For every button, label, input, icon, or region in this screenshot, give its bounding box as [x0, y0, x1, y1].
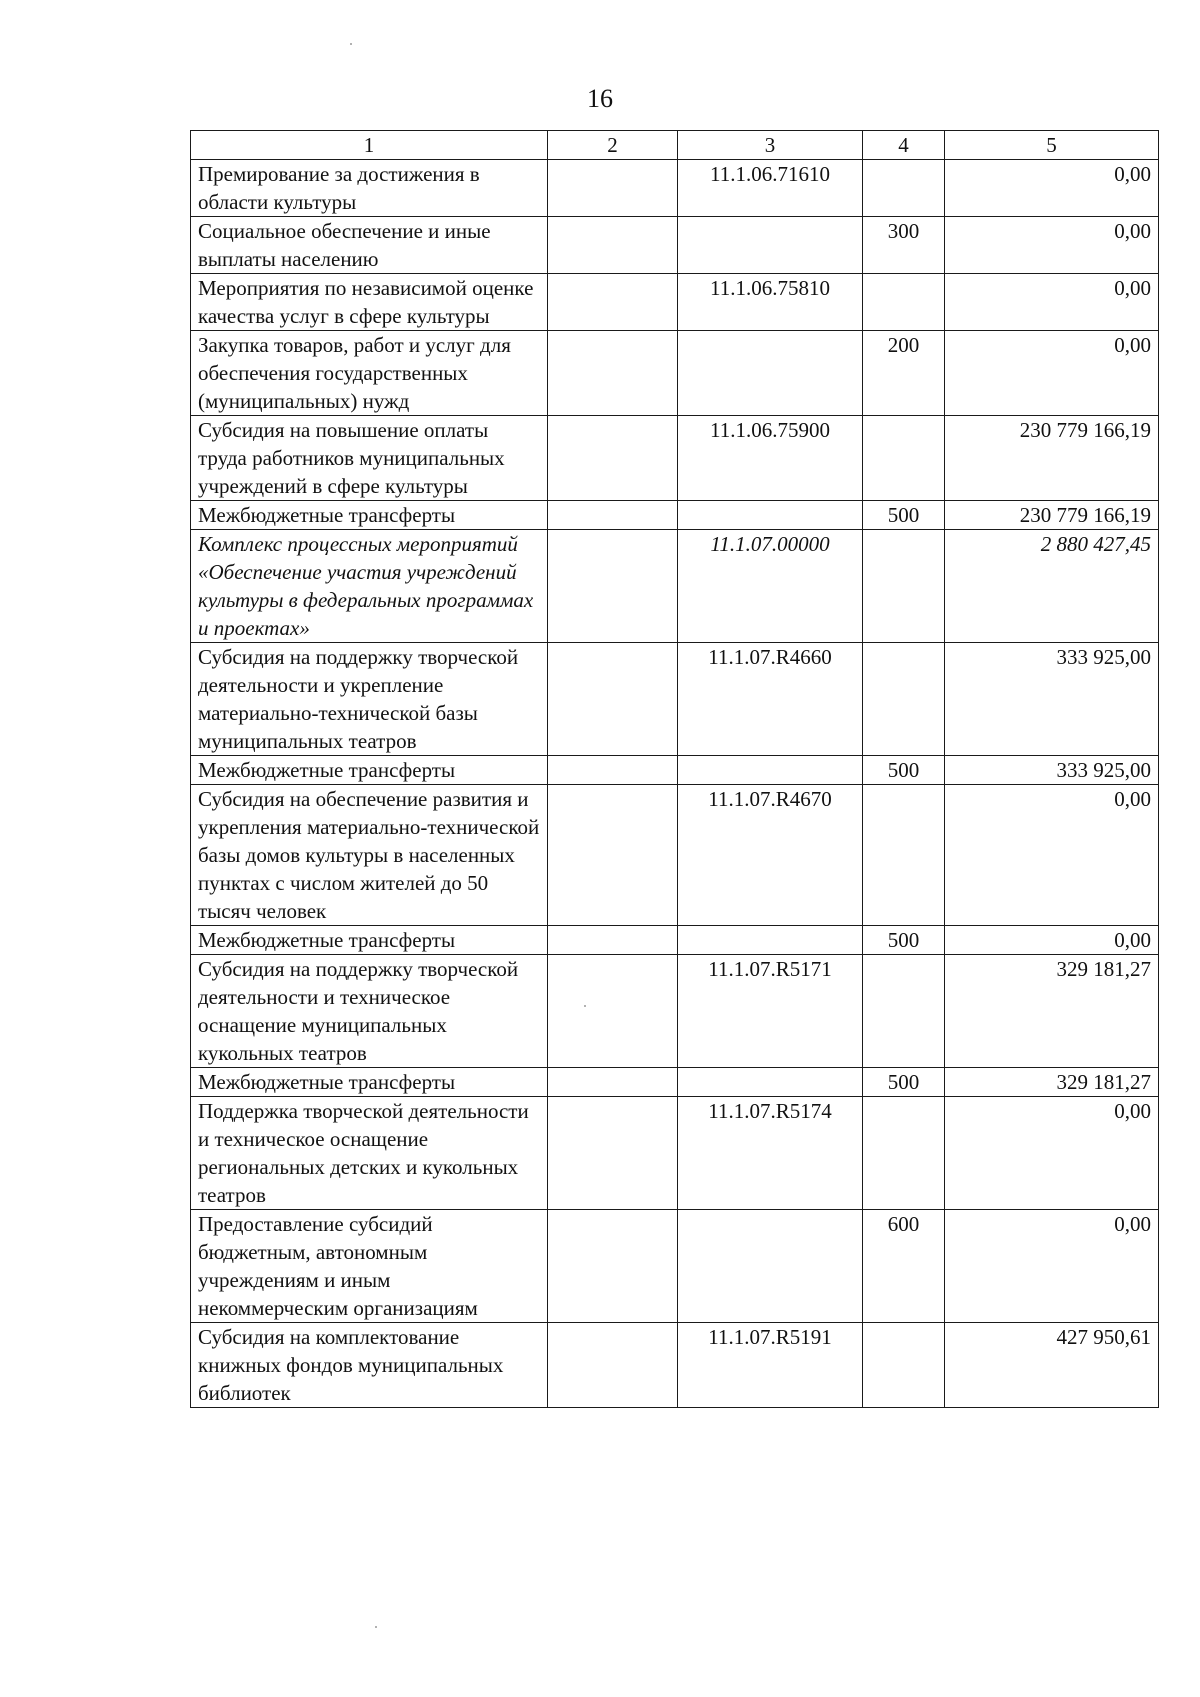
- row-amount-cell: 0,00: [945, 926, 1159, 955]
- row-code-cell: 11.1.07.R4660: [678, 643, 863, 756]
- row-name-cell: Межбюджетные трансферты: [191, 1068, 548, 1097]
- row-name-cell: Закупка товаров, работ и услуг для обеспечения государственных (муниципальных) нужд: [191, 331, 548, 416]
- row-type-cell: 500: [863, 1068, 945, 1097]
- budget-table: [190, 130, 1159, 1408]
- row-code-cell: 11.1.07.R5174: [678, 1097, 863, 1210]
- row-code-cell: 11.1.07.00000: [678, 530, 863, 643]
- row-col2-cell: [548, 331, 678, 416]
- row-name-cell: Комплекс процессных мероприятий «Обеспечение участия учреждений культуры в федеральных программах и проектах»: [191, 530, 548, 643]
- row-amount-cell: 0,00: [945, 160, 1159, 217]
- row-amount-cell: 333 925,00: [945, 756, 1159, 785]
- scan-speck: [375, 1626, 377, 1628]
- row-type-cell: 300: [863, 217, 945, 274]
- row-type-cell: [863, 955, 945, 1068]
- row-type-cell: [863, 643, 945, 756]
- row-name-cell: Субсидия на комплектование книжных фондов муниципальных библиотек: [191, 1323, 548, 1408]
- row-amount-cell: 0,00: [945, 785, 1159, 926]
- row-type-cell: [863, 1323, 945, 1408]
- row-name-cell: Субсидия на поддержку творческой деятельности и техническое оснащение муниципальных кукольных театров: [191, 955, 548, 1068]
- table-row: [191, 1323, 1159, 1408]
- row-code-cell: [678, 926, 863, 955]
- row-code-cell: [678, 1210, 863, 1323]
- row-code-cell: [678, 756, 863, 785]
- header-col-1: 1: [191, 131, 548, 160]
- row-name-cell: Субсидия на повышение оплаты труда работников муниципальных учреждений в сфере культуры: [191, 416, 548, 501]
- row-col2-cell: [548, 1097, 678, 1210]
- header-col-2: 2: [548, 131, 678, 160]
- row-col2-cell: [548, 217, 678, 274]
- table-row: [191, 756, 1159, 785]
- page-number: 16: [587, 84, 613, 113]
- row-name-cell: Мероприятия по независимой оценке качества услуг в сфере культуры: [191, 274, 548, 331]
- row-col2-cell: [548, 955, 678, 1068]
- row-code-cell: [678, 501, 863, 530]
- row-name-cell: Социальное обеспечение и иные выплаты населению: [191, 217, 548, 274]
- row-col2-cell: [548, 785, 678, 926]
- header-col-5: 5: [945, 131, 1159, 160]
- row-code-cell: [678, 217, 863, 274]
- row-type-cell: 500: [863, 926, 945, 955]
- row-col2-cell: [548, 1068, 678, 1097]
- scan-speck: [584, 1005, 586, 1007]
- table-row: [191, 1097, 1159, 1210]
- header-row: [191, 131, 1159, 160]
- row-col2-cell: [548, 530, 678, 643]
- row-col2-cell: [548, 501, 678, 530]
- table-row: [191, 1210, 1159, 1323]
- table-row: [191, 331, 1159, 416]
- table-row: [191, 955, 1159, 1068]
- row-code-cell: 11.1.06.71610: [678, 160, 863, 217]
- table-row: [191, 160, 1159, 217]
- row-name-cell: Межбюджетные трансферты: [191, 501, 548, 530]
- row-amount-cell: 427 950,61: [945, 1323, 1159, 1408]
- row-code-cell: [678, 331, 863, 416]
- row-amount-cell: 0,00: [945, 1097, 1159, 1210]
- row-col2-cell: [548, 1323, 678, 1408]
- row-col2-cell: [548, 160, 678, 217]
- header-col-3: 3: [678, 131, 863, 160]
- row-amount-cell: 2 880 427,45: [945, 530, 1159, 643]
- row-code-cell: 11.1.06.75810: [678, 274, 863, 331]
- row-type-cell: [863, 1097, 945, 1210]
- row-col2-cell: [548, 756, 678, 785]
- row-amount-cell: 333 925,00: [945, 643, 1159, 756]
- row-code-cell: [678, 1068, 863, 1097]
- row-name-cell: Поддержка творческой деятельности и техническое оснащение региональных детских и кукольных театров: [191, 1097, 548, 1210]
- row-code-cell: 11.1.06.75900: [678, 416, 863, 501]
- table-row: [191, 926, 1159, 955]
- row-name-cell: Межбюджетные трансферты: [191, 756, 548, 785]
- table-row: [191, 274, 1159, 331]
- row-amount-cell: 329 181,27: [945, 955, 1159, 1068]
- table-row: [191, 416, 1159, 501]
- table-row: [191, 530, 1159, 643]
- row-name-cell: Субсидия на поддержку творческой деятельности и укрепление материально-технической базы муниципальных театров: [191, 643, 548, 756]
- row-type-cell: 200: [863, 331, 945, 416]
- table-row: [191, 1068, 1159, 1097]
- row-col2-cell: [548, 643, 678, 756]
- row-amount-cell: 329 181,27: [945, 1068, 1159, 1097]
- header-col-4: 4: [863, 131, 945, 160]
- row-name-cell: Премирование за достижения в области культуры: [191, 160, 548, 217]
- row-type-cell: 600: [863, 1210, 945, 1323]
- row-name-cell: Межбюджетные трансферты: [191, 926, 548, 955]
- row-col2-cell: [548, 274, 678, 331]
- row-name-cell: Субсидия на обеспечение развития и укрепления материально-технической базы домов культуры в населенных пунктах с числом жителей до 50 тысяч человек: [191, 785, 548, 926]
- row-type-cell: 500: [863, 501, 945, 530]
- table-row: [191, 501, 1159, 530]
- row-type-cell: [863, 785, 945, 926]
- scan-speck: [350, 43, 352, 45]
- row-code-cell: 11.1.07.R5191: [678, 1323, 863, 1408]
- row-col2-cell: [548, 926, 678, 955]
- row-type-cell: [863, 274, 945, 331]
- row-amount-cell: 0,00: [945, 331, 1159, 416]
- row-amount-cell: 0,00: [945, 274, 1159, 331]
- table-row: [191, 785, 1159, 926]
- row-amount-cell: 230 779 166,19: [945, 501, 1159, 530]
- row-code-cell: 11.1.07.R5171: [678, 955, 863, 1068]
- row-code-cell: 11.1.07.R4670: [678, 785, 863, 926]
- row-amount-cell: 0,00: [945, 217, 1159, 274]
- row-name-cell: Предоставление субсидий бюджетным, автономным учреждениям и иным некоммерческим организациям: [191, 1210, 548, 1323]
- row-col2-cell: [548, 416, 678, 501]
- table-row: [191, 217, 1159, 274]
- row-amount-cell: 0,00: [945, 1210, 1159, 1323]
- row-type-cell: 500: [863, 756, 945, 785]
- table-row: [191, 643, 1159, 756]
- row-type-cell: [863, 530, 945, 643]
- row-col2-cell: [548, 1210, 678, 1323]
- row-type-cell: [863, 160, 945, 217]
- row-amount-cell: 230 779 166,19: [945, 416, 1159, 501]
- row-type-cell: [863, 416, 945, 501]
